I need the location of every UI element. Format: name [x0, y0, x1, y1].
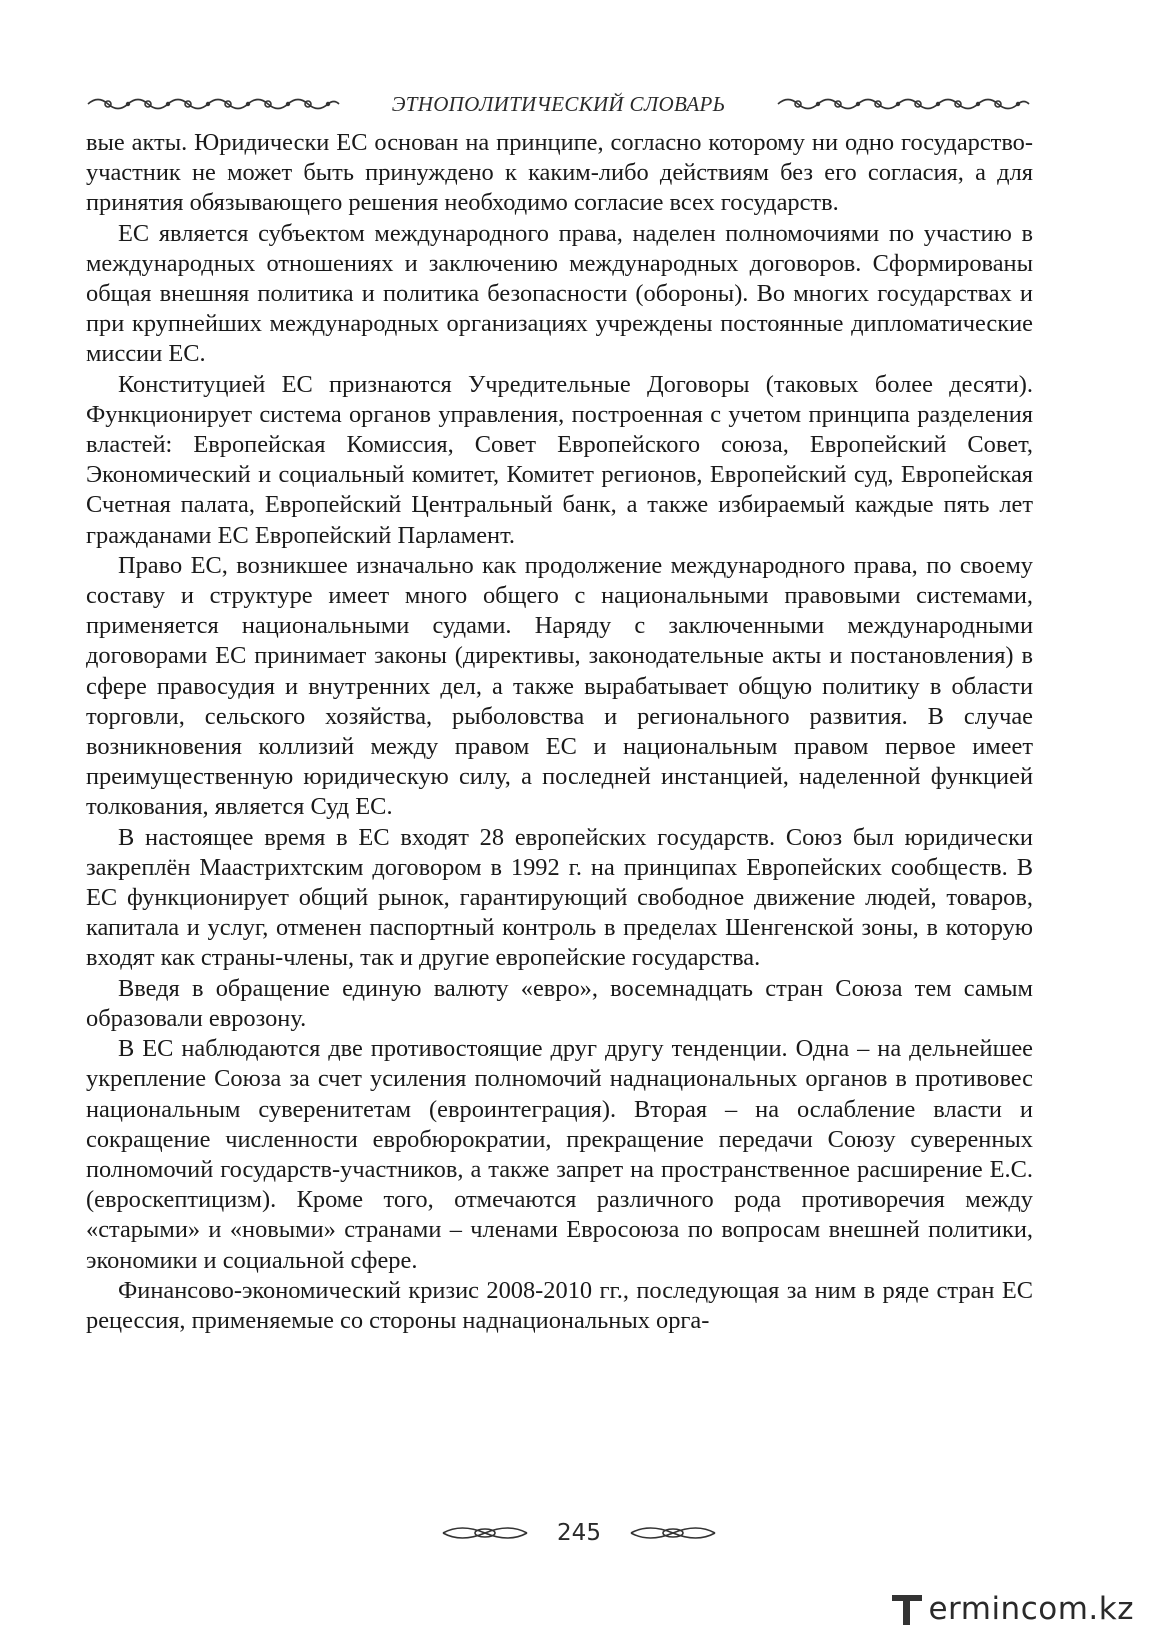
scroll-ornament-icon: [441, 1521, 529, 1545]
paragraph: Введя в обращение единую валюту «евро», восемнадцать стран Союза тем самым образовали еврозону.: [86, 974, 1033, 1032]
site-watermark: [890, 1589, 1134, 1629]
paragraph: В настоящее время в ЕС входят 28 европейских государств. Союз был юридически закреплён Маастрихтским договором в 1992 г. на принципах Европейских сообществ. В ЕС функционирует общий рынок, гарантирующий свободное движение людей, товаров, капитала и услуг, отменен паспортный контроль в пределах Шенгенской зоны, в которую входят как страны-члены, так и другие европейские государства.: [86, 823, 1033, 972]
scroll-ornament-icon: [629, 1521, 717, 1545]
paragraph: В ЕС наблюдаются две противостоящие друг другу тенденции. Одна – на дельнейшее укрепление Союза за счет усиления полномочий наднациональных органов в противовес национальным суверенитетам (евроинтеграция). Вторая – на ослабление власти и сокращение численности евробюрократии, прекращение передачи Союзу суверенных полномочий государств-участников, а также запрет на пространственное расширение Е.С. (евроскептицизм). Кроме того, отмечаются различного рода противоречия между «старыми» и «новыми» странами – членами Евросоюза по вопросам внешней политики, экономики и социальной сфере.: [86, 1035, 1033, 1274]
paragraph: Финансово-экономический кризис 2008-2010 гг., последующая за ним в ряде стран ЕС рецессия, применяемые со стороны наднациональных орга-: [86, 1276, 1033, 1334]
t-logo-icon: [890, 1591, 924, 1627]
header-title: ЭТНОПОЛИТИЧЕСКИЙ СЛОВАРЬ: [391, 91, 726, 116]
article-body: [86, 128, 1033, 1336]
paragraph: Право ЕС, возникшее изначально как продолжение международного права, по своему составу и структуре имеет много общего с национальными правовыми системами, применяется национальными судами. Наряду с заключенными международными договорами ЕС принимает законы (директивы, законодательные акты и постановления) в сфере правосудия и внутренних дел, а также вырабатывает общую политику в области торговли, сельского хозяйства, рыболовства и регионального развития. В случае возникновения коллизий между правом ЕС и национальным правом первое имеет преимущественную юридическую силу, а последней инстанцией, наделенной функцией толкования, является Суд ЕС.: [86, 551, 1033, 821]
paragraph: вые акты. Юридически ЕС основан на принципе, согласно которому ни одно государство-участник не может быть принуждено к каким-либо действиям без его согласия, а для принятия обязывающего решения необходимо согласие всех государств.: [86, 129, 1033, 217]
page-footer: [0, 1515, 1158, 1551]
running-header: [86, 84, 1031, 124]
watermark-text: ermincom.kz: [928, 1591, 1134, 1627]
paragraph: ЕС является субъектом международного права, наделен полномочиями по участию в международных отношениях и заключению международных договоров. Сформированы общая внешняя политика и политика безопасности (обороны). Во многих государствах и при крупнейших международных организациях учреждены постоянные дипломатические миссии ЕС.: [86, 219, 1033, 368]
page-number: 245: [557, 1520, 601, 1546]
paragraph: Конституцией ЕС признаются Учредительные Договоры (таковых более десяти). Функционирует система органов управления, построенная с учетом принципа разделения властей: Европейская Комиссия, Совет Европейского союза, Европейский Совет, Экономический и социальный комитет, Комитет регионов, Европейский суд, Европейская Счетная палата, Европейский Центральный банк, а также избираемый каждые пять лет гражданами ЕС Европейский Парламент.: [86, 370, 1033, 549]
ornament-icon: [776, 93, 1031, 115]
ornament-icon: [86, 93, 341, 115]
